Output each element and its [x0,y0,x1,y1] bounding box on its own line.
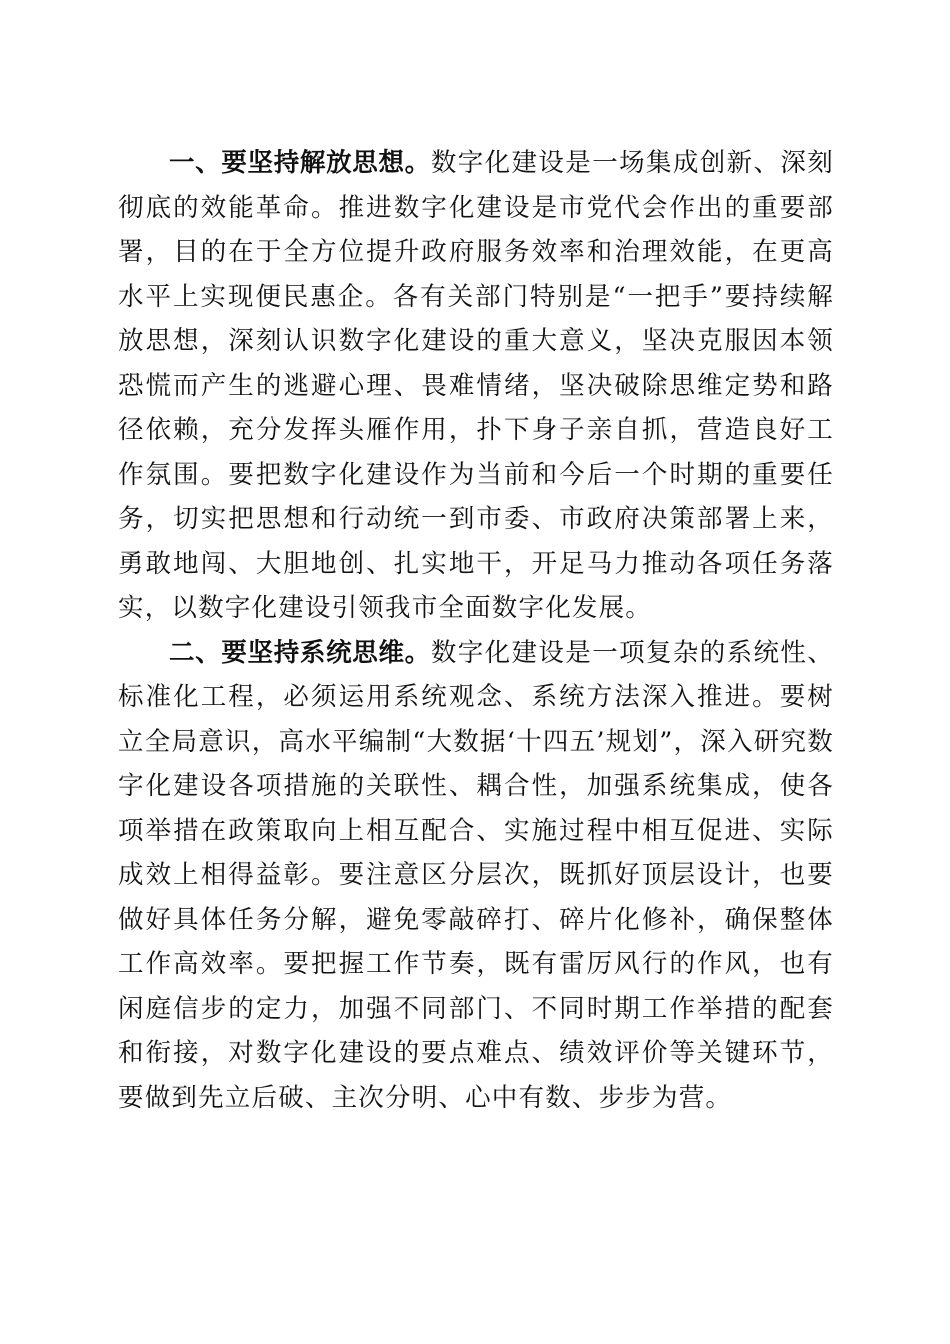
paragraph-1 [118,141,834,631]
paragraph-2 [118,631,834,1121]
paragraph-2-heading: 二、要坚持系统思维。 [169,637,431,668]
paragraph-2-text: 数字化建设是一项复杂的系统性、标准化工程，必须运用系统观念、系统方法深入推进。要树立全局意识，高水平编制“大数据‘十四五’规划”，深入研究数字化建设各项措施的关联性、耦合性，加强系统集成，使各项举措在政策取向上相互配合、实施过程中相互促进、实际成效上相得益彰。要注意区分层次，既抓好顶层设计，也要做好具体任务分解，避免零敲碎打、碎片化修补，确保整体工作高效率。要把握工作节奏，既有雷厉风行的作风，也有闲庭信步的定力，加强不同部门、不同时期工作举措的配套和衔接，对数字化建设的要点难点、绩效评价等关键环节，要做到先立后破、主次分明、心中有数、步步为营。 [118,637,834,1113]
paragraph-1-heading: 一、要坚持解放思想。 [169,148,431,178]
paragraph-1-text: 数字化建设是一场集成创新、深刻彻底的效能革命。推进数字化建设是市党代会作出的重要部署，目的在于全方位提升政府服务效率和治理效能，在更高水平上实现便民惠企。各有关部门特别是“一把手”要持续解放思想，深刻认识数字化建设的重大意义，坚决克服因本领恐慌而产生的逃避心理、畏难情绪，坚决破除思维定势和路径依赖，充分发挥头雁作用，扑下身子亲自抓，营造良好工作氛围。要把数字化建设作为当前和今后一个时期的重要任务，切实把思想和行动统一到市委、市政府决策部署上来，勇敢地闯、大胆地创、扎实地干，开足马力推动各项任务落实，以数字化建设引领我市全面数字化发展。 [118,148,834,623]
document-body [118,141,834,1120]
